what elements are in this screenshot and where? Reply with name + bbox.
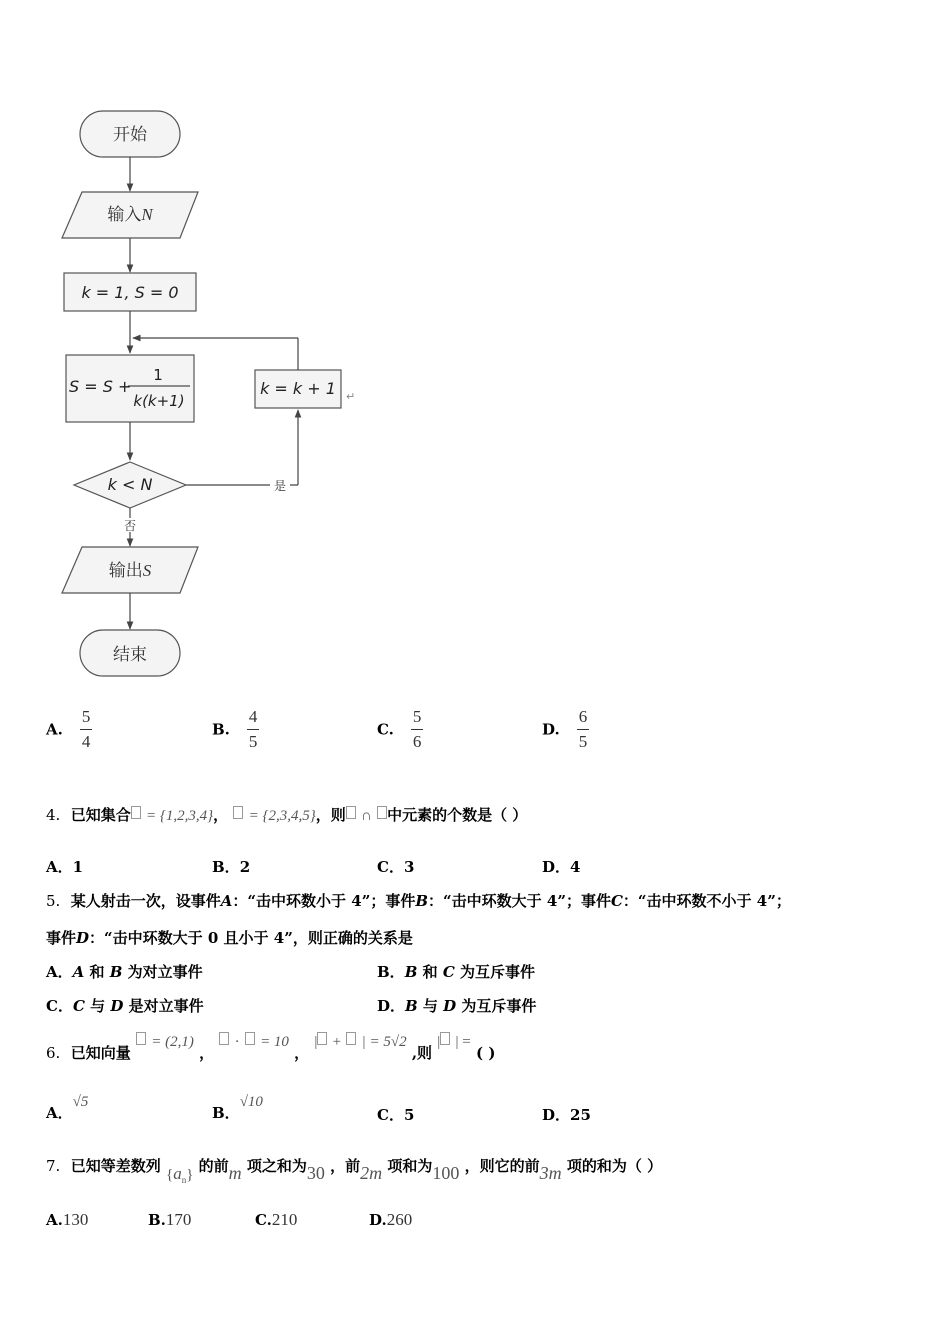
vector-a-symbol	[317, 1032, 327, 1045]
set-b-symbol	[377, 806, 387, 819]
vector-b-symbol	[245, 1032, 255, 1045]
start-label: 开始	[113, 125, 147, 145]
q3-option-a[interactable]: A. $\frac{5}{4}$	[46, 707, 91, 751]
vector-a-symbol	[219, 1032, 229, 1045]
init-label: k = 1, S = 0	[81, 283, 179, 302]
fraction: $\frac{5}{4}$	[81, 707, 91, 751]
norm-expr: | + | = 5√2	[314, 1034, 407, 1050]
sequence-symbol: $\{a_n\}$	[166, 1164, 194, 1185]
q5-stem-line1: 5. 某人射击一次，设事件A：“击中环数小于 4”；事件B：“击中环数大于 4”；事件C：“击中环数不小于 4”；	[46, 892, 791, 910]
condition-label: k < N	[107, 475, 153, 494]
increment-label: k = k + 1	[260, 379, 336, 398]
dot-product-expr: · = 10	[219, 1032, 294, 1050]
q3-option-b[interactable]: B. $\frac{4}{5}$	[212, 707, 258, 751]
end-label: 结束	[113, 645, 147, 665]
fraction: $\frac{5}{6}$	[412, 707, 422, 751]
q5-option-d[interactable]: D．B 与 D 为互斥事件	[377, 997, 537, 1015]
update-lhs: S = S +	[69, 377, 132, 396]
q5-option-c[interactable]: C．C 与 D 是对立事件	[46, 997, 204, 1015]
vector-b-symbol	[346, 1032, 356, 1045]
vector-a-symbol	[136, 1032, 146, 1045]
q4-option-c[interactable]: C．3	[377, 858, 415, 876]
q5-stem-line2: 事件D：“击中环数大于 0 且小于 4”，则正确的关系是	[46, 929, 413, 947]
fraction: $\frac{6}{5}$	[578, 707, 588, 751]
q4-option-d[interactable]: D．4	[542, 858, 581, 876]
return-mark: ↵	[346, 390, 356, 403]
q7-option-c[interactable]: C.210	[255, 1210, 298, 1229]
q3-option-c[interactable]: C. $\frac{5}{6}$	[377, 707, 422, 751]
yes-label: 是	[273, 479, 287, 493]
q6-option-d[interactable]: D．25	[542, 1106, 591, 1124]
q4-stem: 4. 已知集合 = {1,2,3,4}， = {2,3,4,5}，则 ∩ 中元素的个数是（ ）	[46, 806, 528, 824]
q7-stem: 7. 已知等差数列 $\{a_n\}$ 的前m 项之和为30 ，前2m 项和为100 ，则它的前3m 项的和为（ ）	[46, 1157, 663, 1185]
flowchart	[0, 0, 400, 700]
q7-option-d[interactable]: D.260	[369, 1210, 413, 1229]
q6-option-a[interactable]: A．√5	[46, 1094, 89, 1122]
target-norm-expr: | | =	[437, 1034, 471, 1050]
q7-option-a[interactable]: A.130	[46, 1210, 89, 1229]
set-a-symbol	[346, 806, 356, 819]
update-numerator: 1	[153, 366, 163, 384]
q6-option-c[interactable]: C．5	[377, 1106, 415, 1124]
vector-b-symbol	[440, 1032, 450, 1045]
q4-option-a[interactable]: A．1	[46, 858, 84, 876]
update-denominator: k(k+1)	[133, 392, 185, 410]
q6-stem: 6. 已知向量 = (2,1) ， · = 10 ， | + | = 5√2 ,则 | | = ( )	[46, 1034, 496, 1062]
no-label: 否	[123, 519, 137, 533]
q7-option-b[interactable]: B.170	[148, 1210, 192, 1229]
q4-option-b[interactable]: B．2	[212, 858, 251, 876]
q3-option-d[interactable]: D. $\frac{6}{5}$	[542, 707, 588, 751]
q5-option-b[interactable]: B．B 和 C 为互斥事件	[377, 963, 536, 981]
fraction: $\frac{4}{5}$	[248, 707, 258, 751]
set-b-symbol	[233, 806, 243, 819]
output-label: 输出S	[108, 561, 152, 581]
vector-a-expr: = (2,1)	[136, 1032, 199, 1050]
q5-option-a[interactable]: A．A 和 B 为对立事件	[46, 963, 203, 981]
set-a-symbol	[131, 806, 141, 819]
input-label: 输入N	[107, 205, 153, 225]
q6-option-b[interactable]: B．√10	[212, 1094, 263, 1122]
